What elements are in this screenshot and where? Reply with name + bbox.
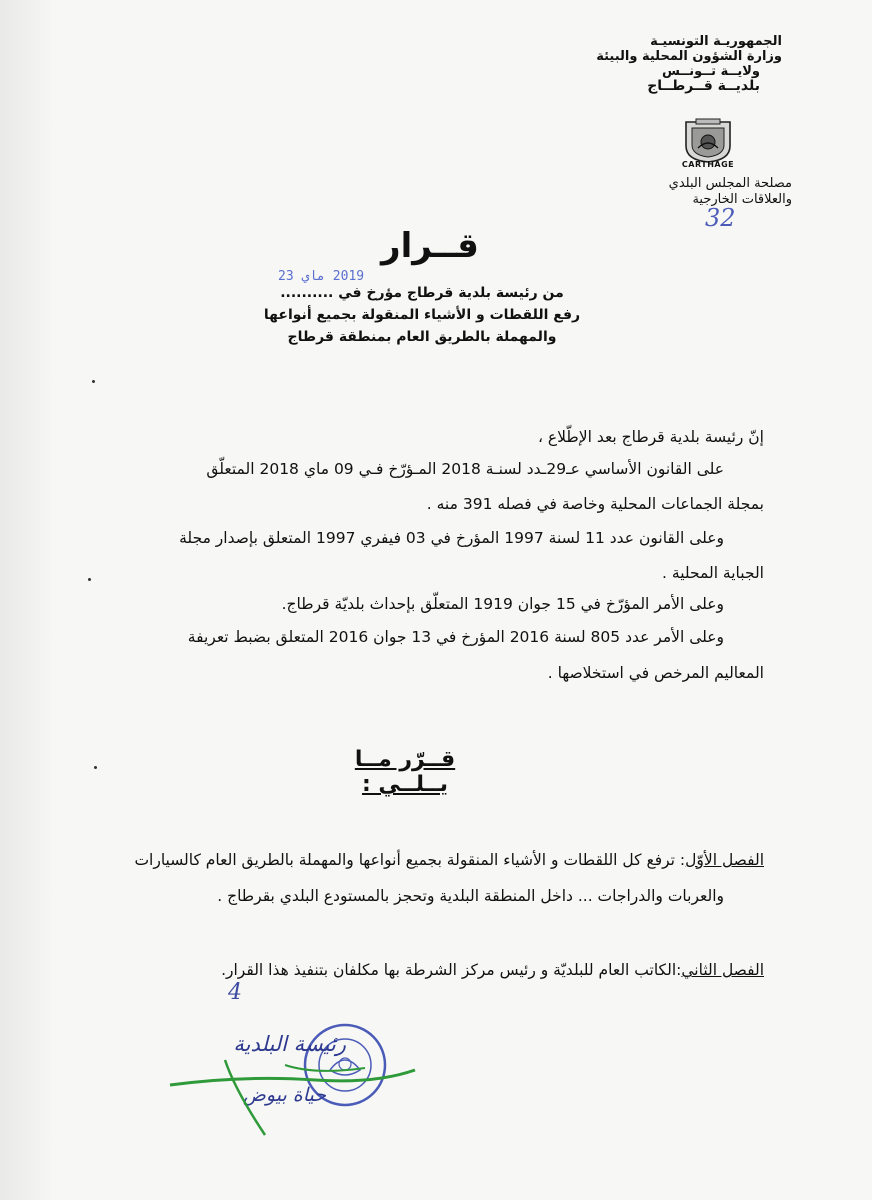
preamble-clause-2: وعلى القانون عدد 11 لسنة 1997 المؤرخ في 03 فيفري 1997 المتعلق بإصدار مجلة (179, 529, 724, 547)
scan-speck (94, 766, 97, 769)
letterhead-line: ولايــة تــونــس (661, 64, 760, 79)
decision-heading: قــرّر مــا يــلــي : (354, 747, 456, 797)
preamble-clause-3: وعلى الأمر المؤرّخ في 15 جوان 1919 المتعلّق بإحداث بلديّة قرطاج. (281, 595, 724, 613)
preamble-clause-4: وعلى الأمر عدد 805 لسنة 2016 المؤرخ في 13 جوان 2016 المتعلق بضبط تعريفة (187, 628, 724, 646)
letterhead-line: الجمهوريـة التونسيـة (650, 34, 782, 49)
subject-line: رفع اللقطات و الأشياء المنقولة بجميع أنواعها (263, 307, 581, 323)
preamble-clause-1: على القانون الأساسي عـ29ـدد لسنـة 2018 المـؤرّخ فـي 09 ماي 2018 المتعلّق (206, 460, 724, 478)
article-2-text: :الكاتب العام للبلديّة و رئيس مركز الشرطة بها مكلفان بتنفيذ هذا القرار. (221, 961, 682, 979)
document-subject (242, 282, 602, 348)
department-name (592, 176, 792, 208)
subject-line: والمهملة بالطريق العام بمنطقة قرطاج (287, 329, 557, 345)
letterhead (502, 34, 782, 94)
scan-edge-shadow (0, 0, 52, 1200)
preamble-clause-1-cont: بمجلة الجماعات المحلية وخاصة في فصله 391 منه . (426, 495, 764, 513)
signature-stroke-icon (165, 1040, 425, 1140)
signatory-name: حياة بيوض (242, 1084, 326, 1106)
preamble-clause-4-cont: المعاليم المرخص في استخلاصها . (547, 664, 764, 682)
article-2 (64, 958, 764, 983)
subject-line: من رئيسة بلدية قرطاج مؤرخ في .......... (280, 285, 564, 301)
article-1 (64, 848, 764, 873)
department-line: مصلحة المجلس البلدي (668, 176, 792, 191)
article-1-label: الفصل الأوّل (685, 851, 764, 869)
department-line: والعلاقات الخارجية (692, 192, 792, 207)
document-title: قــرار (381, 226, 479, 266)
carthage-coat-of-arms-icon (680, 118, 736, 164)
scan-speck (92, 380, 95, 383)
article-2-label: الفصل الثاني (681, 961, 764, 979)
letterhead-line: وزارة الشؤون المحلية والبيئة (596, 49, 782, 64)
preamble-clause-2-cont: الجباية المحلية . (662, 564, 764, 582)
handwritten-mark: 4 (228, 980, 242, 1005)
handwritten-reference-number: 32 (705, 204, 736, 232)
date-stamp: 2019 ماي 23 (278, 269, 365, 284)
signatory-title: رئيسة البلدية (233, 1032, 346, 1056)
letterhead-line: بلديــة قــرطــاج (647, 78, 760, 94)
article-1-text: : ترفع كل اللقطات و الأشياء المنقولة بجميع أنواعها والمهملة بالطريق العام كالسيارات (134, 851, 686, 869)
emblem-caption: CARTHAGE (681, 160, 735, 169)
article-1-cont: والعربات والدراجات ... داخل المنطقة البلدية وتحجز بالمستودع البلدي بقرطاج . (217, 887, 724, 905)
scan-speck (88, 578, 91, 581)
preamble-intro: إنّ رئيسة بلدية قرطاج بعد الإطّلاع ، (537, 428, 764, 446)
